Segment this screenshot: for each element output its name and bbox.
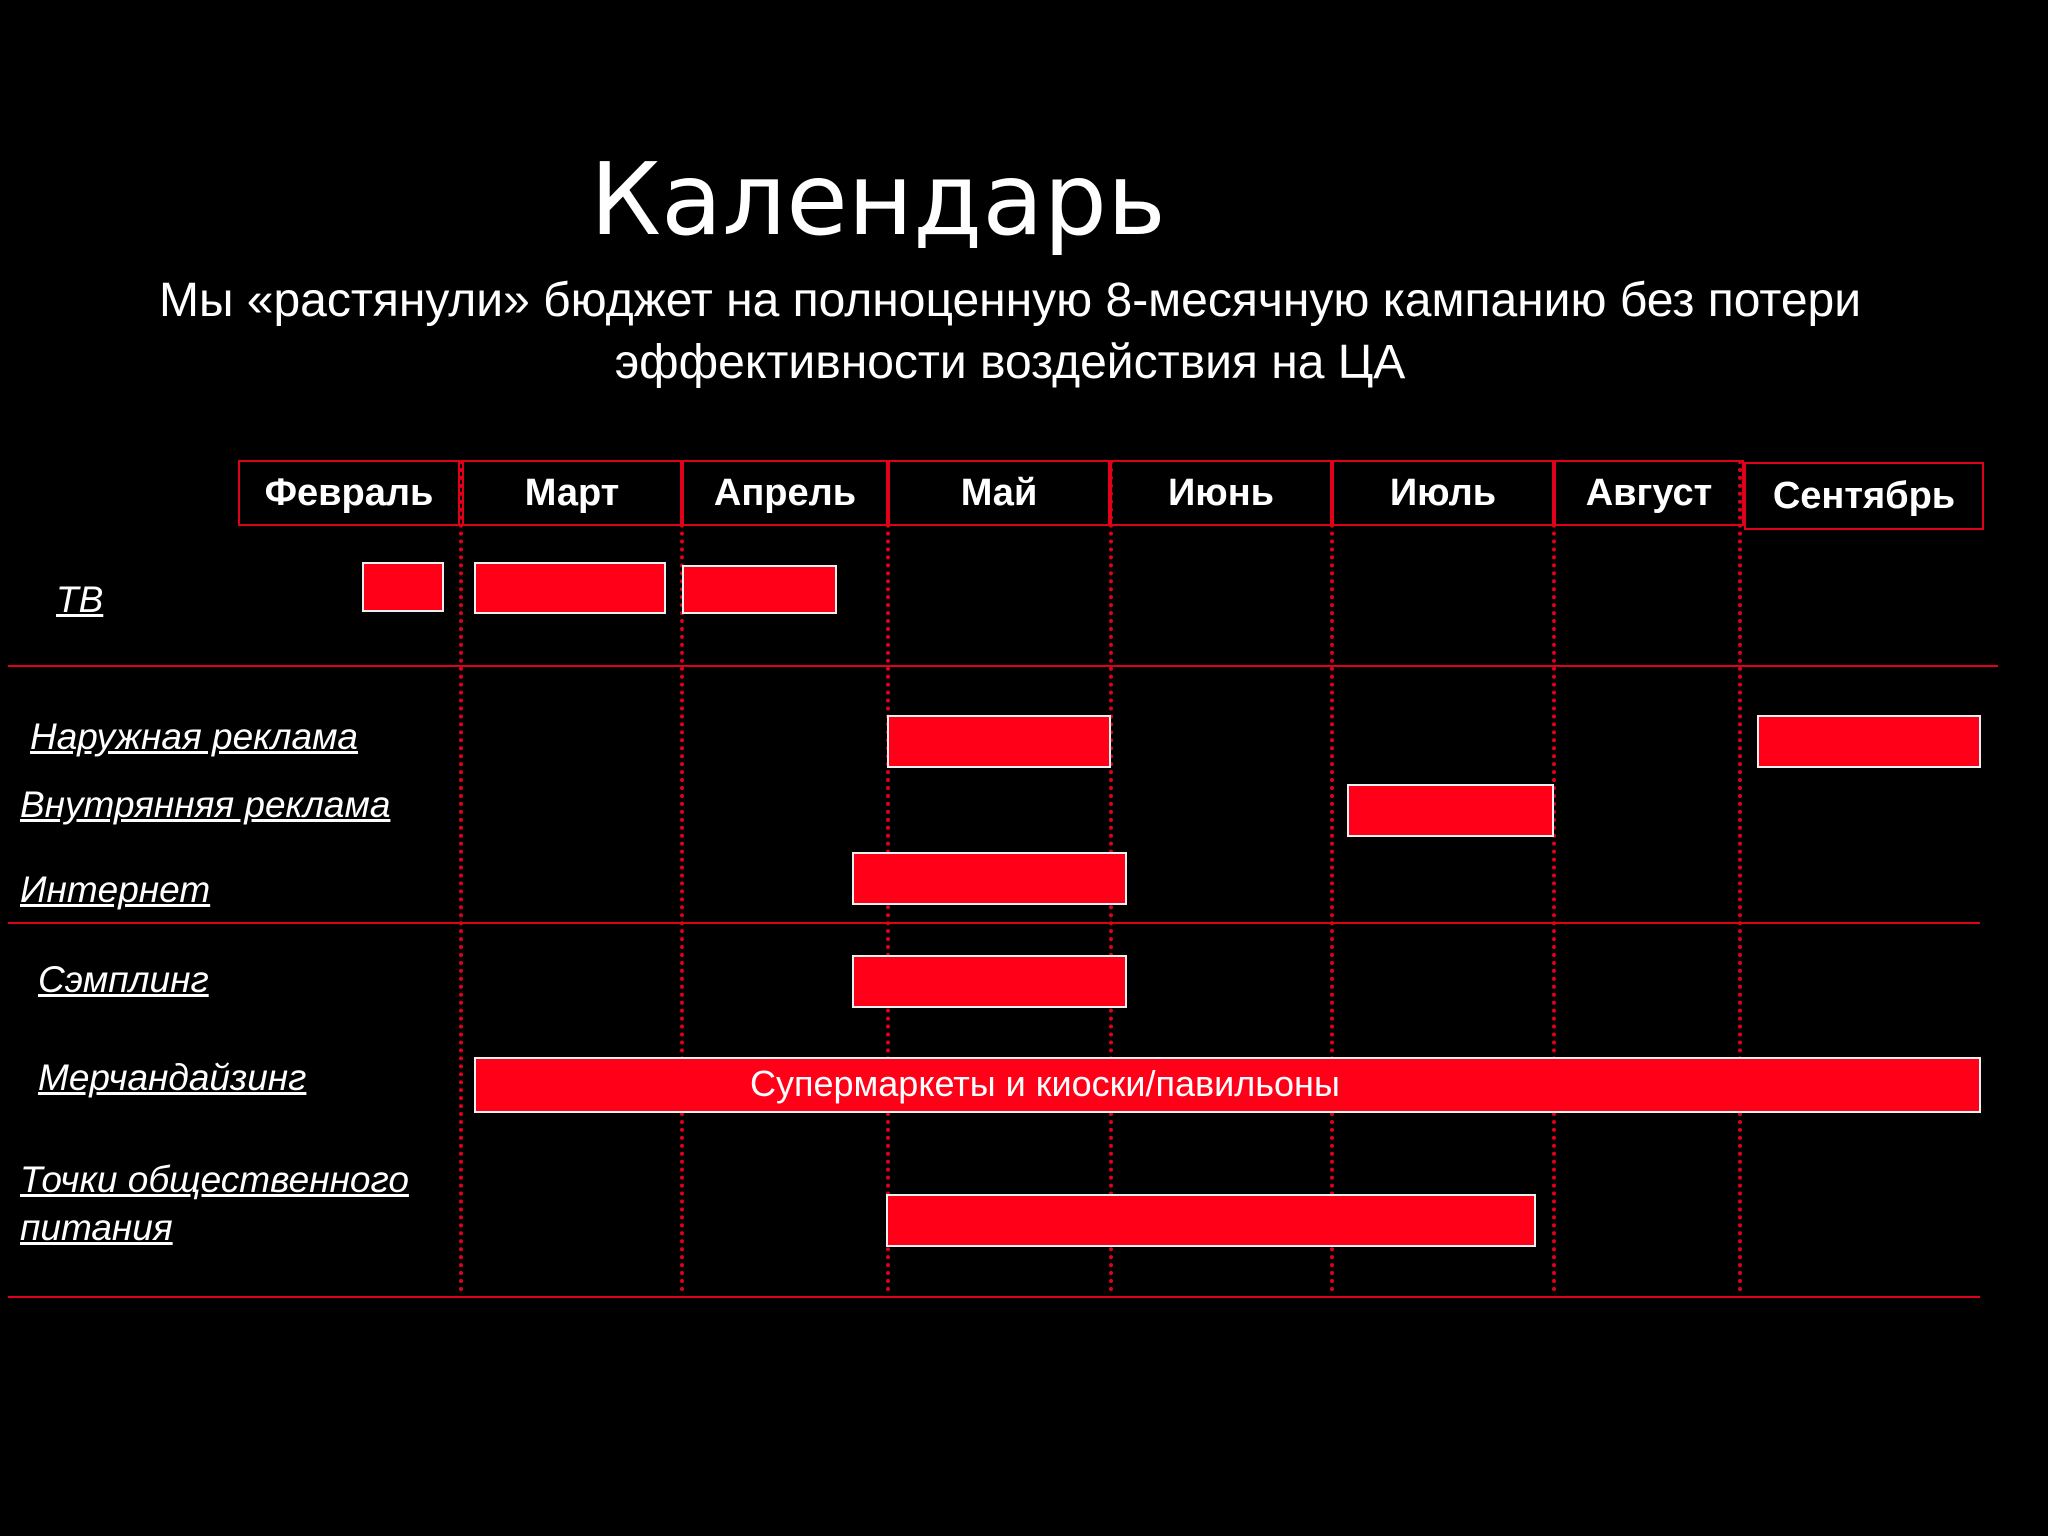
month-header-february: Февраль (238, 460, 460, 526)
month-separator (1738, 460, 1742, 1292)
group-divider (8, 1296, 1980, 1298)
month-header-september: Сентябрь (1744, 462, 1984, 530)
channel-label-food-service (20, 1156, 409, 1252)
month-header-june: Июнь (1110, 460, 1332, 526)
month-header-august: Август (1554, 460, 1744, 526)
month-separator (1330, 460, 1334, 1292)
month-header-april: Апрель (682, 460, 888, 526)
channel-label-merchandising: Мерчандайзинг (38, 1057, 307, 1098)
food-service-bar (886, 1194, 1536, 1247)
month-header-july: Июль (1332, 460, 1554, 526)
tv-bar-march (474, 562, 666, 614)
group-divider (8, 665, 1998, 667)
slide-title: Календарь (590, 141, 1166, 258)
group-divider (8, 922, 1980, 924)
subtitle-line-2: эффективности воздействия на ЦА (614, 336, 1406, 389)
channel-label-indoor: Внутрянняя реклама (20, 784, 391, 825)
month-separator (1552, 460, 1556, 1292)
channel-label-food-service-line-2: питания (20, 1207, 173, 1248)
tv-bar-february (362, 562, 444, 612)
merchandising-bar-text: Супермаркеты и киоски/павильоны (750, 1063, 1340, 1104)
internet-bar-may (852, 852, 1127, 905)
slide-subtitle (60, 270, 1960, 394)
month-header-march: Март (462, 460, 682, 526)
merchandising-bar (474, 1057, 1981, 1113)
tv-bar-april (682, 565, 837, 614)
indoor-bar-july (1347, 784, 1554, 837)
channel-label-sampling: Сэмплинг (38, 959, 209, 1000)
sampling-bar-may (852, 955, 1127, 1008)
subtitle-line-1: Мы «растянули» бюджет на полноценную 8-месячную кампанию без потери (158, 274, 1862, 327)
channel-label-food-service-line-1: Точки общественного (20, 1159, 409, 1200)
month-header-may: Май (888, 460, 1110, 526)
outdoor-bar-may (887, 715, 1111, 768)
channel-label-outdoor: Наружная реклама (30, 716, 359, 757)
channel-label-tv: ТВ (56, 579, 104, 620)
month-separator (459, 460, 463, 1292)
channel-label-internet: Интернет (20, 869, 211, 910)
outdoor-bar-september (1757, 715, 1981, 768)
